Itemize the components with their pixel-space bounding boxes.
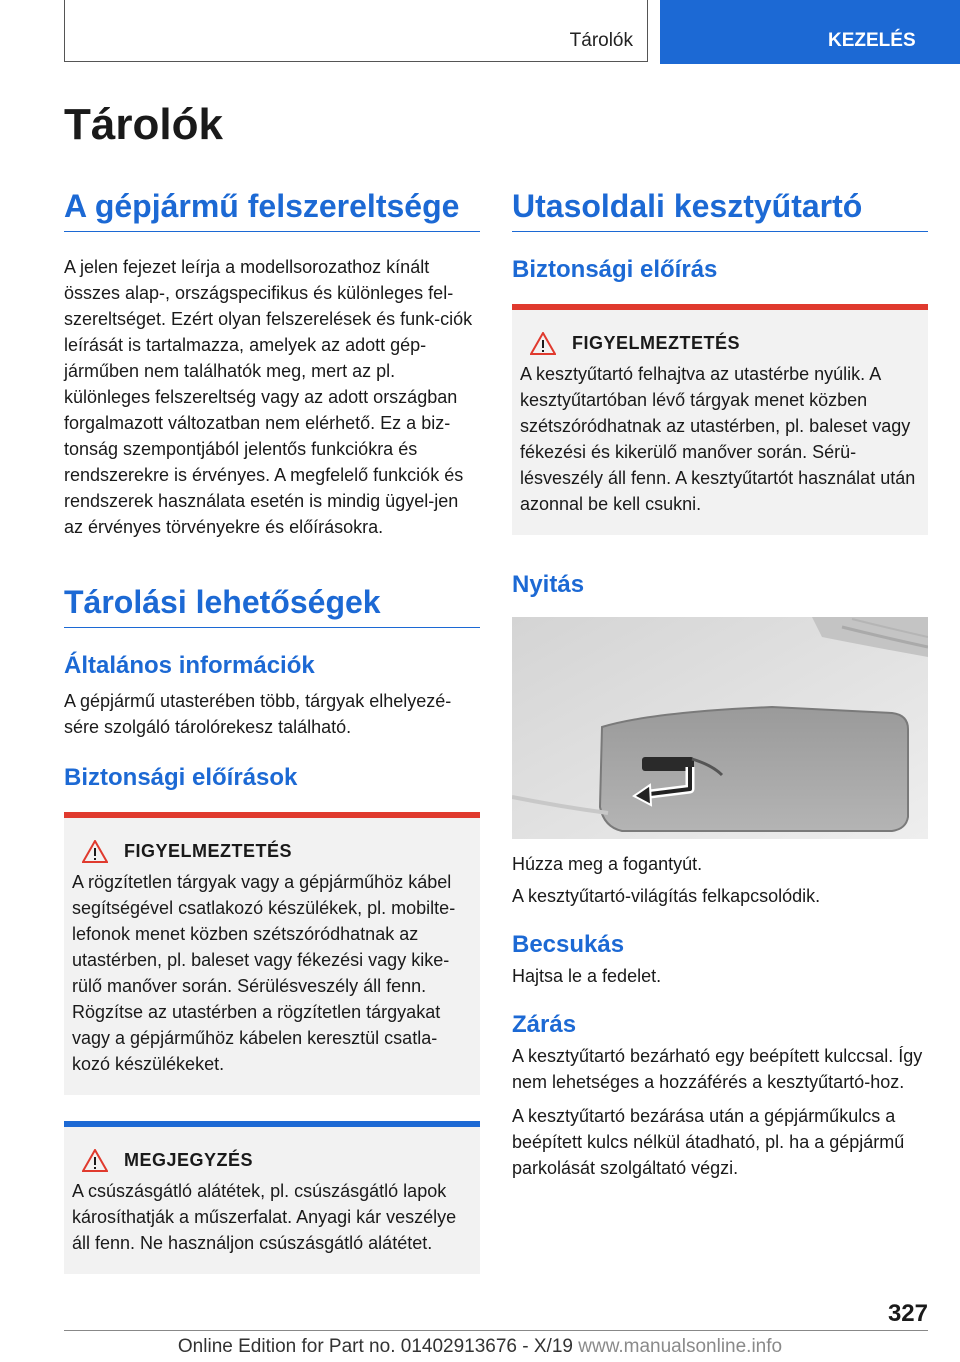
warning-triangle-icon [82, 1149, 108, 1172]
heading-safety-rules: Biztonsági előírások [64, 764, 298, 791]
heading-storage: Tárolási lehetőségek [64, 584, 480, 628]
warning-header [72, 840, 472, 863]
warning-title: FIGYELMEZTETÉS [124, 841, 293, 861]
footer-watermark: www.manualsonline.info [578, 1336, 783, 1357]
note-header [72, 1149, 472, 1172]
heading-opening: Nyitás [512, 571, 585, 598]
heading-closing: Becsukás [512, 931, 625, 958]
paragraph-general-info: A gépjármű utasterében több, tárgyak elhelyezé-sére szolgáló tárolórekesz található. [64, 691, 452, 737]
page-number: 327 [887, 1300, 928, 1327]
heading-safety-rule: Biztonsági előírás [512, 256, 718, 283]
heading-glovebox: Utasoldali kesztyűtartó [512, 188, 928, 232]
glovebox-illustration [512, 617, 928, 839]
warning-title: FIGYELMEZTETÉS [572, 333, 741, 353]
left-column [64, 188, 480, 1274]
page-title: Tárolók [64, 100, 223, 149]
warning-header [520, 332, 920, 355]
right-column [512, 188, 928, 1181]
paragraph-equipment: A jelen fejezet leírja a modellsorozathoz kínált összes alap-, országspecifikus és különleges fel-szereltséget. Ezért olyan felszerelések és funk-ciók leírását is tartalmazza, amelyek az adott gép-járműben nem találhatók meg, mert az pl. különleges felszereltség vagy az adott országban forgalmazott változatban nem elérhető. Ez a biz-tonság szempontjából jelentős funkciókra és rendszerekre is érvényes. A megfelelő funkciók és rendszerek használata esetén is mindig ügyel-jen az érvényes törvényekre és előírásokra. [64, 257, 473, 537]
footer-edition-line [0, 1336, 960, 1358]
header-chapter-tab: KEZELÉS [660, 0, 960, 64]
footer-divider [64, 1330, 928, 1331]
note-body: A csúszásgátló alátétek, pl. csúszásgátló lapok károsíthatják a műszerfalat. Anyagi kár veszélye áll fenn. Ne használjon csúszásgátló alátétet. [72, 1181, 457, 1253]
warning-box [64, 812, 480, 1095]
heading-locking: Zárás [512, 1011, 577, 1038]
heading-equipment: A gépjármű felszereltsége [64, 188, 480, 232]
paragraph-locking-1: A kesztyűtartó bezárható egy beépített kulccsal. Így nem lehetséges a hozzáférés a kesztyűtartó-hoz. [512, 1046, 923, 1092]
paragraph-light-on: A kesztyűtartó-világítás felkapcsolódik. [512, 886, 821, 906]
paragraph-pull-handle: Húzza meg a fogantyút. [512, 854, 703, 874]
warning-triangle-icon [530, 332, 556, 355]
warning-body: A kesztyűtartó felhajtva az utastérbe nyúlik. A kesztyűtartóban lévő tárgyak menet közben szétszóródhatnak az utastérben, pl. baleset vagy fékezési és kikerülő manőver során. Sérü-lésveszély áll fenn. A kesztyűtartót használat után azonnal be kell csukni. [520, 364, 916, 514]
paragraph-closing: Hajtsa le a fedelet. [512, 966, 662, 986]
header-section-box [64, 0, 648, 62]
footer-edition: Online Edition for Part no. 01402913676 - X/19 [177, 1336, 573, 1357]
paragraph-locking-2: A kesztyűtartó bezárása után a gépjárműkulcs a beépített kulcs nélkül átadható, pl. ha a gépjármű parkolását szolgáltató végzi. [512, 1106, 905, 1178]
header-section-title: Tárolók [569, 30, 633, 51]
warning-box-glovebox [512, 304, 928, 535]
warning-triangle-icon [82, 840, 108, 863]
note-box [64, 1121, 480, 1274]
warning-body: A rögzítetlen tárgyak vagy a gépjárműhöz kábel segítségével csatlakozó készülékek, pl. mobilte-lefonok menet közben szétszóródhatnak az utastérben, pl. baleset vagy fékezési vagy kike-rülő manőver során. Sérülésveszély áll fenn. Rögzítse az utastérben a rögzítetlen tárgyakat vagy a gépjárműhöz kábelen keresztül csatla-kozó készülékeket. [72, 872, 456, 1074]
glovebox-photo [512, 617, 928, 839]
heading-general-info: Általános információk [64, 652, 315, 679]
note-title: MEGJEGYZÉS [124, 1150, 254, 1170]
